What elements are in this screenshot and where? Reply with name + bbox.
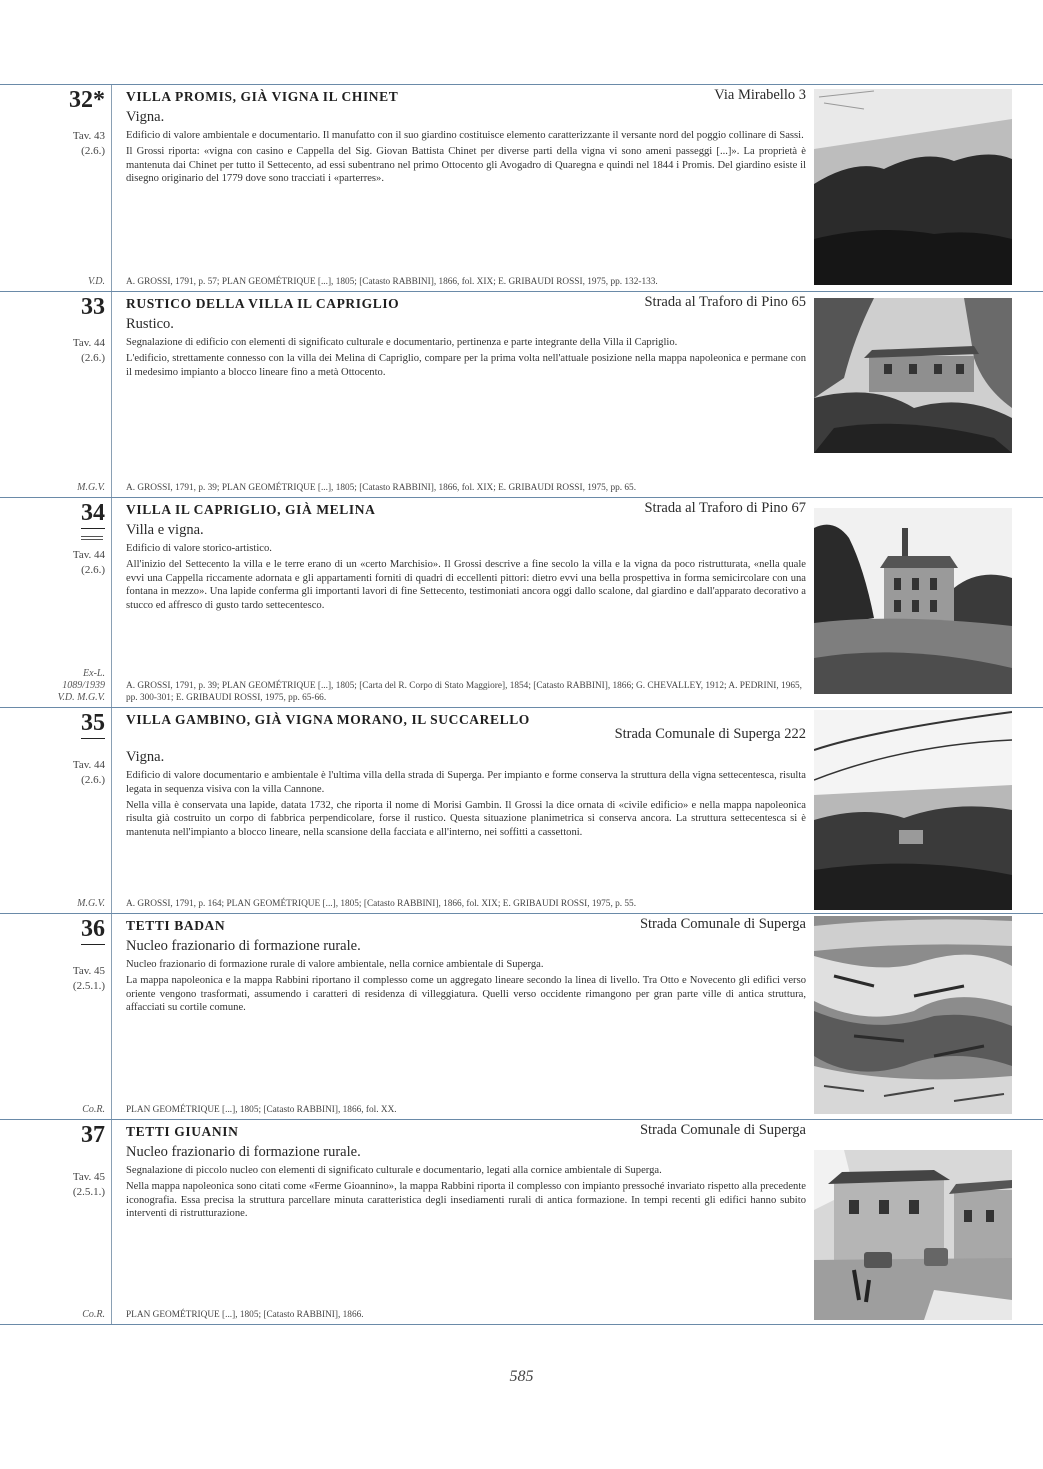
entry-sidebar [0,708,112,913]
entry-paragraph: Il Grossi riporta: «vigna con casino e Cappella del Sig. Giovan Battista Chinet per diverse parti della vigna vi sono ameni passeggi [...]». La proprietà è mantenuta dai Chinet per tutto il Settecento, ad essi subentrano nel primo Ottocento gli Avogadro di Quaregna e quindi nel 1844 i Promis. Del giardino esiste il disegno originario del 1779 dove sono tracciati i «parterres». [126,145,806,185]
entry-photo [814,89,1012,285]
entry-paragraph: Nucleo frazionario di formazione rurale di valore ambientale, nella cornice ambientale di Superga. [126,959,544,970]
tav-reference [73,758,105,788]
entry-sidebar [0,498,112,707]
tav-label: Tav. 44 [72,759,105,771]
entry-paragraph: Nella villa è conservata una lapide, datata 1732, che riporta il nome di Morisi Gambin. Il Grossi la dice ornata di «civile edificio» e nella mappa napoleonica risulta già costruito un corpo di fabbrica perpendicolare, forse il rustico. Questa situazione planimetrica si conserva ancora. La struttura settecentesca si è mantenuta nell'impianto a blocco lineare, nella scansione della facciata e all'interno, nei soffitti a cassettoni. [126,799,806,839]
entry-photo [814,508,1012,694]
entry-number: 36 [81,916,105,945]
entry-sidebar [0,914,112,1119]
tav-code: (2.6.) [81,352,105,364]
entry-sidebar [0,85,112,291]
author-initials: Co.R. [82,1104,105,1115]
entry-title: VILLA PROMIS, GIÀ VIGNA IL CHINET [126,89,399,104]
entry-number: 32* [69,87,105,113]
entry-type: Vigna. [126,109,165,125]
entry-bibliography: PLAN GEOMÉTRIQUE [...], 1805; [Catasto RABBINI], 1866. [126,1310,364,1320]
author-initials: Ex-L. 1089/1939 V.D. M.G.V. [57,668,105,703]
catalog-entry-33 [0,291,1043,497]
entry-type: Vigna. [126,749,165,765]
entry-address: Strada Comunale di Superga [639,916,806,932]
entry-number: 37 [81,1122,105,1148]
tav-label: Tav. 43 [72,130,105,142]
entry-sidebar [0,1120,112,1324]
entry-sidebar [0,292,112,497]
entry-type: Nucleo frazionario di formazione rurale. [126,1144,361,1160]
tav-reference [73,129,105,159]
catalog-entry-32 [0,84,1043,291]
tav-label: Tav. 45 [72,1171,105,1183]
tav-code: (2.6.) [81,145,105,157]
entry-paragraph: Segnalazione di piccolo nucleo con elementi di significato culturale e documentario, legati alla cornice ambientale di Superga. [126,1165,662,1176]
entry-body [126,85,806,291]
entry-address: Via Mirabello 3 [714,87,806,103]
entry-bibliography: A. GROSSI, 1791, p. 57; PLAN GEOMÉTRIQUE [...], 1805; [Catasto RABBINI], 1866, fol. XIX; E. GRIBAUDI ROSSI, 1975, pp. 132-133. [126,277,658,287]
tav-code: (2.6.) [81,774,105,786]
author-initials: M.G.V. [77,482,105,493]
entry-number: 35 [81,710,105,739]
entry-photo [814,916,1012,1114]
entry-bibliography: A. GROSSI, 1791, p. 164; PLAN GEOMÉTRIQUE [...], 1805; [Catasto RABBINI], 1866, fol. XIX; E. GRIBAUDI ROSSI, 1975, p. 55. [126,899,637,909]
number-double-rule [81,536,103,540]
entry-paragraph: Edificio di valore documentario e ambientale è l'ultima villa della strada di Superga. Per impianto e forme conserva la struttura della vigna settecentesca, risulta legata in sequenza visiva con la villa Cannone. [126,770,806,795]
entry-paragraph: L'edificio, strettamente connesso con la villa dei Melina di Capriglio, compare per la prima volta nell'attuale posizione nella mappa napoleonica e permane con il medesimo impianto a blocco lineare fino a metà Ottocento. [126,352,806,378]
entry-address: Strada al Traforo di Pino 67 [644,500,806,516]
entry-body [126,708,806,913]
entry-paragraph: Edificio di valore storico-artistico. [126,543,272,554]
entry-title: TETTI GIUANIN [126,1124,239,1139]
catalog-table [0,84,1043,1325]
entry-type: Nucleo frazionario di formazione rurale. [126,938,361,954]
entry-paragraph: Nella mappa napoleonica sono citati come «Ferme Gioannino», la mappa Rabbini riporta il complesso con impianto pressoché invariato rispetto alla precedente iconografia. Essa precisa la struttura parcellare minuta caratteristica degli insediamenti rurali di antica formazione. In tempi recenti gli edifici hanno subito interventi di ristrutturazione. [126,1180,806,1220]
catalog-entry-36 [0,913,1043,1119]
entry-body [126,914,806,1119]
tav-reference [73,336,105,366]
entry-body [126,498,806,707]
catalog-entry-34 [0,497,1043,707]
entry-title: TETTI BADAN [126,918,226,933]
tav-label: Tav. 44 [72,549,105,561]
entry-title: VILLA IL CAPRIGLIO, GIÀ MELINA [126,502,376,517]
entry-photo [814,298,1012,453]
entry-address: Strada al Traforo di Pino 65 [644,294,806,310]
entry-number: 33 [81,294,105,320]
entry-address: Strada Comunale di Superga 222 [614,726,806,742]
tav-label: Tav. 44 [72,337,105,349]
tav-code: (2.5.1.) [72,980,105,992]
tav-reference [73,964,105,994]
entry-body [126,1120,806,1324]
entry-number: 34 [81,500,105,529]
catalog-entry-35 [0,707,1043,913]
author-initials: M.G.V. [77,898,105,909]
entry-bibliography: A. GROSSI, 1791, p. 39; PLAN GEOMÉTRIQUE [...], 1805; [Carta del R. Corpo di Stato Maggiore], 1854; [Catasto RABBINI], 1866; G. CHEVALLEY, 1912; A. PEDRINI, 1965, pp. 300-301; E. GRIBAUDI ROSSI, 1975, pp. 65-66. [126,681,802,703]
tav-reference [73,548,105,578]
entry-paragraph: Edificio di valore ambientale e documentario. Il manufatto con il suo giardino costituisce elemento caratterizzante il versante nord del poggio collinare di Sassi. [126,130,804,141]
entry-bibliography: PLAN GEOMÉTRIQUE [...], 1805; [Catasto RABBINI], 1866, fol. XX. [126,1105,397,1115]
entry-title: RUSTICO DELLA VILLA IL CAPRIGLIO [126,296,400,311]
tav-code: (2.6.) [81,564,105,576]
author-initials: Co.R. [82,1309,105,1320]
entry-bibliography: A. GROSSI, 1791, p. 39; PLAN GEOMÉTRIQUE [...], 1805; [Catasto RABBINI], 1866, fol. XIX; E. GRIBAUDI ROSSI, 1975, pp. 65. [126,483,637,493]
page-number: 585 [509,1368,534,1385]
entry-type: Villa e vigna. [126,522,204,538]
tav-label: Tav. 45 [72,965,105,977]
entry-type: Rustico. [126,316,174,332]
author-initials: V.D. [87,276,105,287]
entry-paragraph: La mappa napoleonica e la mappa Rabbini riportano il complesso come un aggregato lineare secondo la linea di livello. Tra Otto e Novecento gli edifici verso oriente vengono trasformati, assumendo i caratteri di residenza di villeggiatura. Quelli verso occidente rimangono per gran parte ville di antica struttura, affacciati su cortile comune. [126,974,806,1014]
entry-photo [814,1150,1012,1320]
tav-reference [73,1170,105,1200]
entry-paragraph: All'inizio del Settecento la villa e le terre erano di un «certo Marchisio». Il Grossi descrive a fine secolo la villa e la vigna da poco ristrutturata, «nella quale evvi una Cappella riccamente adornata e gli appartamenti forniti di quadri di eccellenti pittori: dietro evvi una bella prospettiva in forma semicircolare con una fontana in mezzo». Una lapide conferma gli importanti lavori di fine Settecento, testimoniati ancora oggi dallo scalone, dal giardino e dall'apparato decorativo a stucco ed affresco di gusto tardo settecentesco. [126,558,806,612]
entry-paragraph: Segnalazione di edificio con elementi di significato culturale e documentario, pertinenza e parte integrante della Villa il Capriglio. [126,337,678,348]
entry-body [126,292,806,497]
entry-address: Strada Comunale di Superga [639,1122,806,1138]
entry-title: VILLA GAMBINO, GIÀ VIGNA MORANO, IL SUCCARELLO [126,712,530,727]
tav-code: (2.5.1.) [72,1186,105,1198]
entry-photo [814,710,1012,910]
catalog-entry-37 [0,1119,1043,1325]
